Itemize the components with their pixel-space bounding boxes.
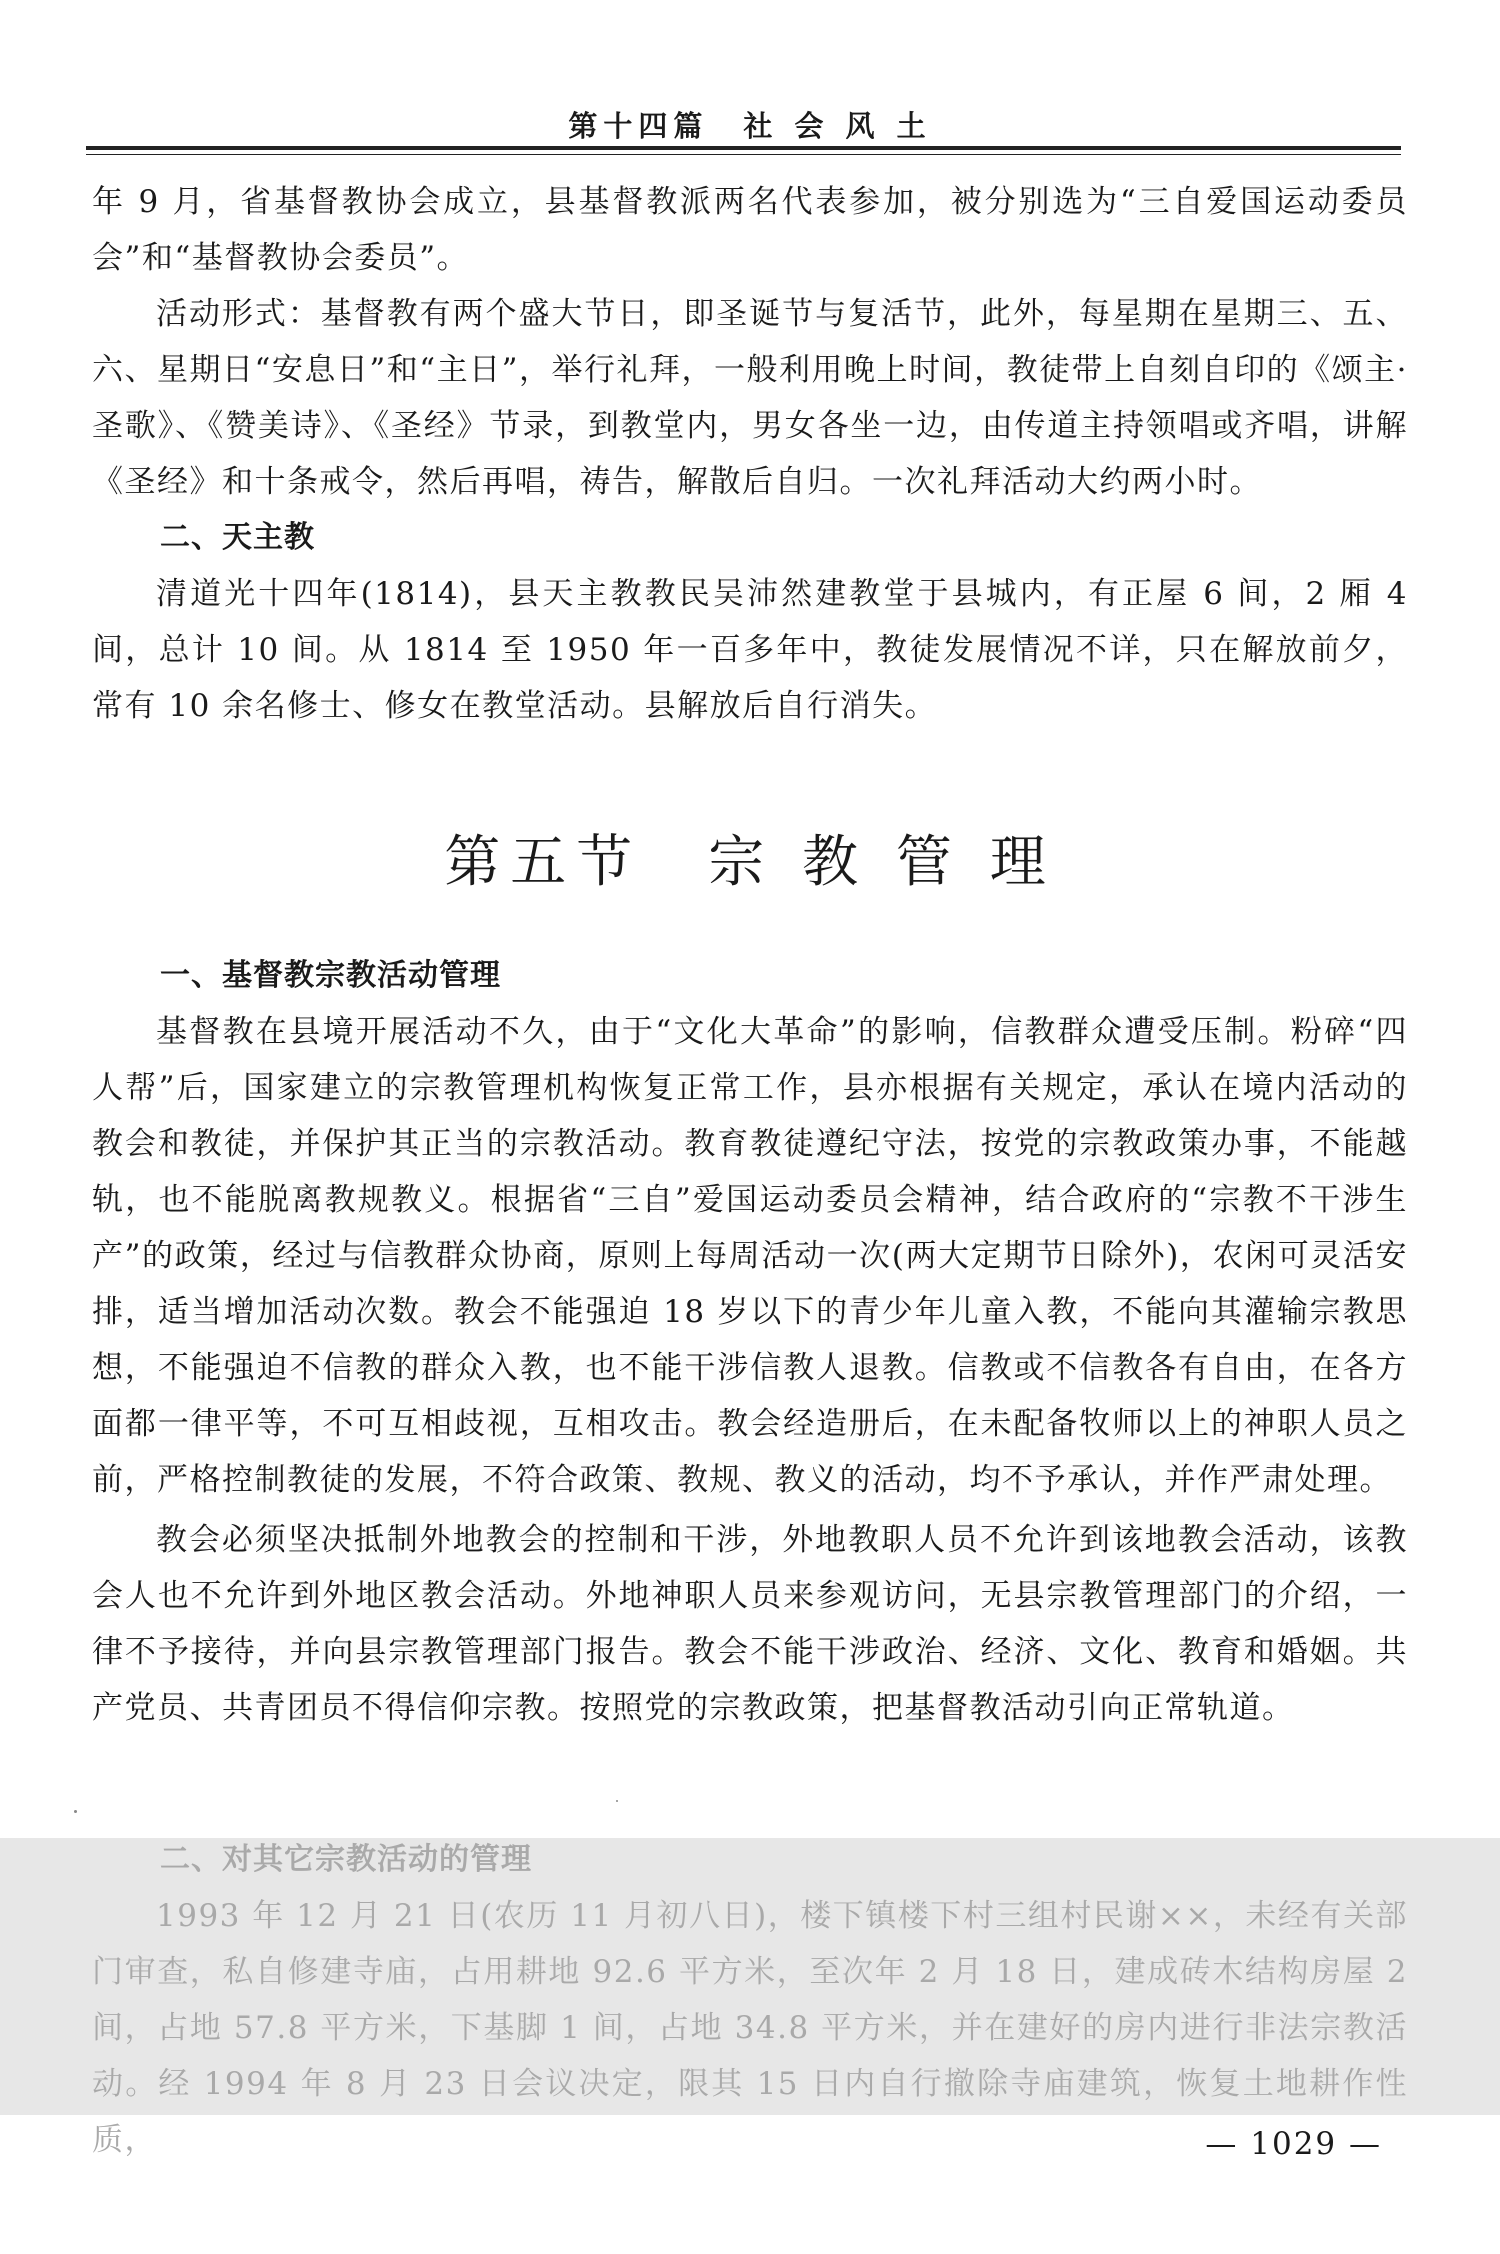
activity-paragraph: 活动形式：基督教有两个盛大节日，即圣诞节与复活节，此外，每星期在星期三、五、六、星期日“安息日”和“主日”，举行礼拜，一般利用晚上时间，教徒带上自刻自印的《颂主·圣歌》、《赞美诗》、《圣经》节录，到教堂内，男女各坐一边，由传道主持领唱或齐唱，讲解《圣经》和十条戒令，然后再唱，祷告，解散后自归。一次礼拜活动大约两小时。 <box>92 296 1408 500</box>
other-management-paragraph: 1993 年 12 月 21 日(农历 11 月初八日)，楼下镇楼下村三组村民谢××，未经有关部门审查，私自修建寺庙，占用耕地 92.6 平方米，至次年 2 月 18 日，建成砖木结构房屋 2 间，占地 57.8 平方米，下基脚 1 间，占地 34.8 平方米，并在建好的房内进行非法宗教活动。经 1994 年 8 月 23 日会议决定，限其 15 日内自行撤除寺庙建筑，恢复土地耕作性质， <box>92 1898 1408 2158</box>
page-number: — 1029 — <box>1205 2126 1382 2162</box>
continued-paragraph: 年 9 月，省基督教协会成立，县基督教派两名代表参加，被分别选为“三自爱国运动委员会”和“基督教协会委员”。 <box>92 184 1408 276</box>
running-header: 第十四篇 社 会 风 土 <box>568 109 932 143</box>
catholic-paragraph: 清道光十四年(1814)，县天主教教民吴沛然建教堂于县城内，有正屋 6 间，2 厢 4 间，总计 10 间。从 1814 至 1950 年一百多年中，教徒发展情况不详，只在解放前夕，常有 10 余名修士、修女在教堂活动。县解放后自行消失。 <box>92 576 1408 724</box>
header-rule-thin <box>86 154 1401 155</box>
subsection-heading-other: 二、对其它宗教活动的管理 <box>160 1842 532 1877</box>
scan-speck <box>616 1800 618 1802</box>
management-paragraph-2: 教会必须坚决抵制外地教会的控制和干涉，外地教职人员不允许到该地教会活动，该教会人也不允许到外地区教会活动。外地神职人员来参观访问，无县宗教管理部门的介绍，一律不予接待，并向县宗教管理部门报告。教会不能干涉政治、经济、文化、教育和婚姻。共产党员、共青团员不得信仰宗教。按照党的宗教政策，把基督教活动引向正常轨道。 <box>92 1522 1408 1726</box>
header-rule <box>86 146 1401 150</box>
section-title: 第五节 宗 教 管 理 <box>444 830 1056 895</box>
top-paragraphs <box>92 174 1408 734</box>
other-management-block <box>92 1832 1408 2168</box>
management-paragraph-1: 基督教在县境开展活动不久，由于“文化大革命”的影响，信教群众遭受压制。粉碎“四人帮”后，国家建立的宗教管理机构恢复正常工作，县亦根据有关规定，承认在境内活动的教会和教徒，并保护其正当的宗教活动。教育教徒遵纪守法，按党的宗教政策办事，不能越轨，也不能脱离教规教义。根据省“三自”爱国运动委员会精神，结合政府的“宗教不干涉生产”的政策，经过与信教群众协商，原则上每周活动一次(两大定期节日除外)，农闲可灵活安排，适当增加活动次数。教会不能强迫 18 岁以下的青少年儿童入教，不能向其灌输宗教思想，不能强迫不信教的群众入教，也不能干涉信教人退教。信教或不信教各有自由，在各方面都一律平等，不可互相歧视，互相攻击。教会经造册后，在未配备牧师以上的神职人员之前，严格控制教徒的发展，不符合政策、教规、教义的活动，均不予承认，并作严肃处理。 <box>92 1014 1408 1498</box>
scan-speck <box>74 1810 77 1813</box>
subsection-heading-protestant: 一、基督教宗教活动管理 <box>160 958 501 993</box>
subsection-heading-catholic: 二、天主教 <box>160 520 315 555</box>
management-block <box>92 948 1408 1736</box>
